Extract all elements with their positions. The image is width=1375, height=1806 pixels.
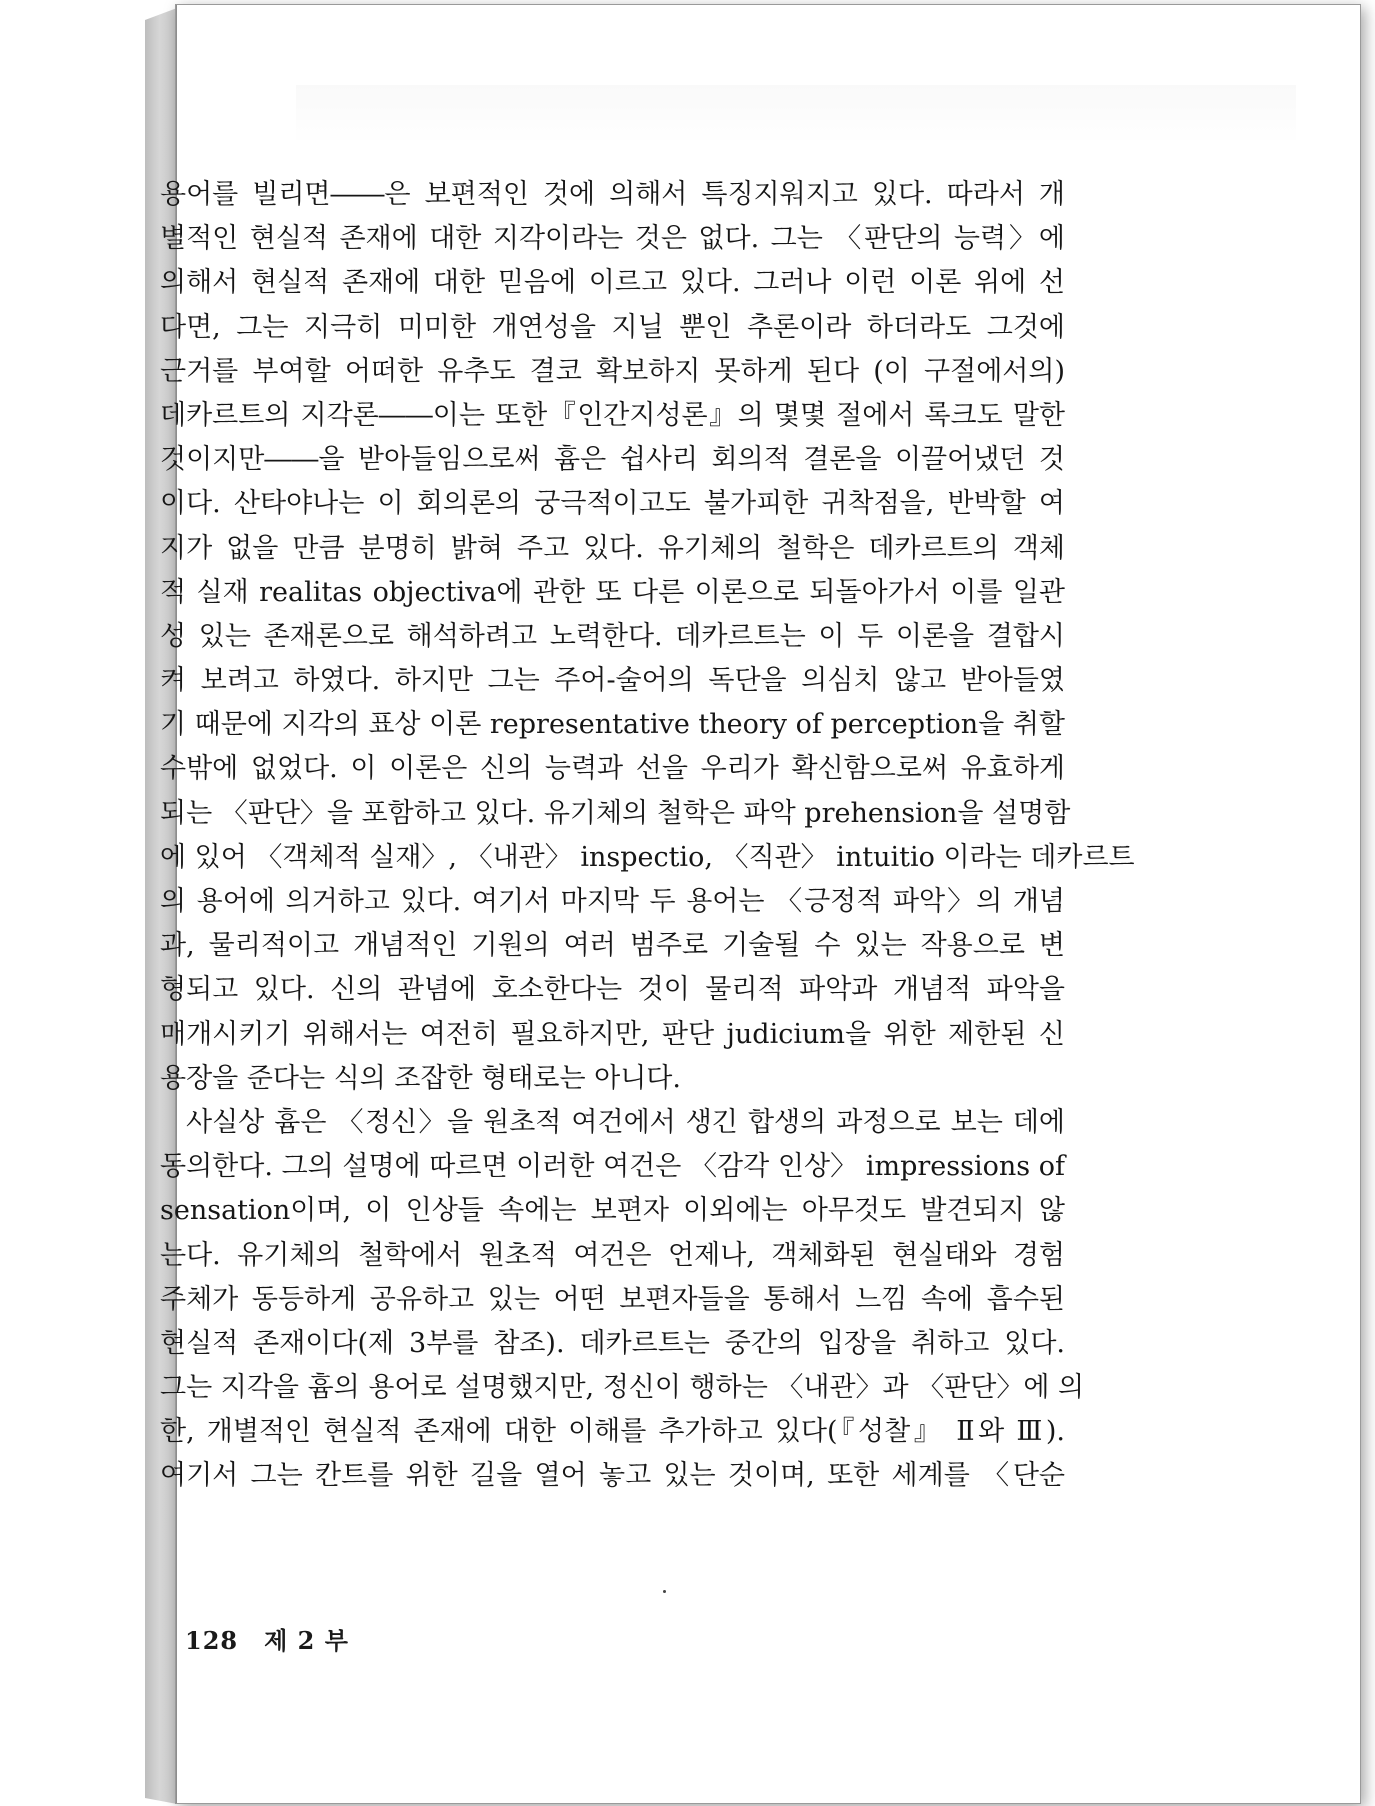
text-line: 의 용어에 의거하고 있다. 여기서 마지막 두 용어는 〈긍정적 파악〉의 개념: [160, 886, 1065, 917]
text-line: 한, 개별적인 현실적 존재에 대한 이해를 추가하고 있다(『성찰』 Ⅱ와 Ⅲ).: [160, 1416, 1065, 1448]
text-line: 기 때문에 지각의 표상 이론 representative theory of perception을 취할: [160, 709, 1065, 741]
text-line: sensation이며, 이 인상들 속에는 보편자 이외에는 아무것도 발견되지 않: [160, 1195, 1065, 1227]
text-line: 이다. 산타야나는 이 회의론의 궁극적이고도 불가피한 귀착점을, 반박할 여: [160, 488, 1065, 520]
page-shade: [296, 85, 1296, 145]
text-line: 성 있는 존재론으로 해석하려고 노력한다. 데카르트는 이 두 이론을 결합시: [160, 620, 1065, 652]
text-line: 동의한다. 그의 설명에 따르면 이러한 여건은 〈감각 인상〉 impressions of: [160, 1151, 1065, 1183]
body-text: [160, 173, 1135, 1499]
text-line: 는다. 유기체의 철학에서 원초적 여건은 언제나, 객체화된 현실태와 경험: [160, 1239, 1065, 1271]
print-speck: [663, 1590, 666, 1593]
text-line: 형되고 있다. 신의 관념에 호소한다는 것이 물리적 파악과 개념적 파악을: [160, 974, 1065, 1006]
text-line: 주체가 동등하게 공유하고 있는 어떤 보편자들을 통해서 느낌 속에 흡수된: [160, 1283, 1065, 1315]
page-number: 128: [185, 1626, 239, 1655]
text-line: 여기서 그는 칸트를 위한 길을 열어 놓고 있는 것이며, 또한 세계를 〈단순: [160, 1460, 1065, 1492]
text-line: 에 있어 〈객체적 실재〉, 〈내관〉 inspectio, 〈직관〉 intuitio 이라는 데카르트: [160, 841, 1135, 873]
text-line-paragraph-end: 용장을 준다는 식의 조잡한 형태로는 아니다.: [160, 1062, 681, 1094]
text-line: 되는 〈판단〉을 포함하고 있다. 유기체의 철학은 파악 prehension을 설명함: [160, 797, 1071, 829]
text-line: 근거를 부여할 어떠한 유추도 결코 확보하지 못하게 된다 (이 구절에서의): [160, 355, 1065, 387]
text-line: 매개시키기 위해서는 여전히 필요하지만, 판단 judicium을 위한 제한된 신: [160, 1018, 1065, 1050]
text-line: 데카르트의 지각론――이는 또한『인간지성론』의 몇몇 절에서 록크도 말한: [160, 399, 1065, 431]
text-line: 별적인 현실적 존재에 대한 지각이라는 것은 없다. 그는 〈판단의 능력〉에: [160, 223, 1065, 255]
text-line: 것이지만――을 받아들임으로써 흄은 쉽사리 회의적 결론을 이끌어냈던 것: [160, 444, 1065, 476]
text-line: 지가 없을 만큼 분명히 밝혀 주고 있다. 유기체의 철학은 데카르트의 객체: [160, 532, 1065, 564]
text-line: 용어를 빌리면――은 보편적인 것에 의해서 특징지워지고 있다. 따라서 개: [160, 179, 1065, 210]
text-line: 그는 지각을 흄의 용어로 설명했지만, 정신이 행하는 〈내관〉과 〈판단〉에 의: [160, 1372, 1085, 1404]
text-line: 적 실재 realitas objectiva에 관한 또 다른 이론으로 되돌아가서 이를 일관: [160, 576, 1065, 608]
text-line-paragraph-start: 사실상 흄은 〈정신〉을 원초적 여건에서 생긴 합생의 과정으로 보는 데에: [186, 1106, 1065, 1138]
text-line: 켜 보려고 하였다. 하지만 그는 주어-술어의 독단을 의심치 않고 받아들였: [160, 665, 1065, 697]
page-footer: [185, 1621, 349, 1656]
text-line: 수밖에 없었다. 이 이론은 신의 능력과 선을 우리가 확신함으로써 유효하게: [160, 753, 1065, 785]
part-label: 제 2 부: [264, 1626, 349, 1655]
text-line: 의해서 현실적 존재에 대한 믿음에 이르고 있다. 그러나 이런 이론 위에 선: [160, 267, 1065, 299]
text-line: 현실적 존재이다(제 3부를 참조). 데카르트는 중간의 입장을 취하고 있다.: [160, 1327, 1065, 1359]
text-line: 다면, 그는 지극히 미미한 개연성을 지닐 뿐인 추론이라 하더라도 그것에: [160, 311, 1065, 343]
text-line: 과, 물리적이고 개념적인 기원의 여러 범주로 기술될 수 있는 작용으로 변: [160, 930, 1065, 962]
